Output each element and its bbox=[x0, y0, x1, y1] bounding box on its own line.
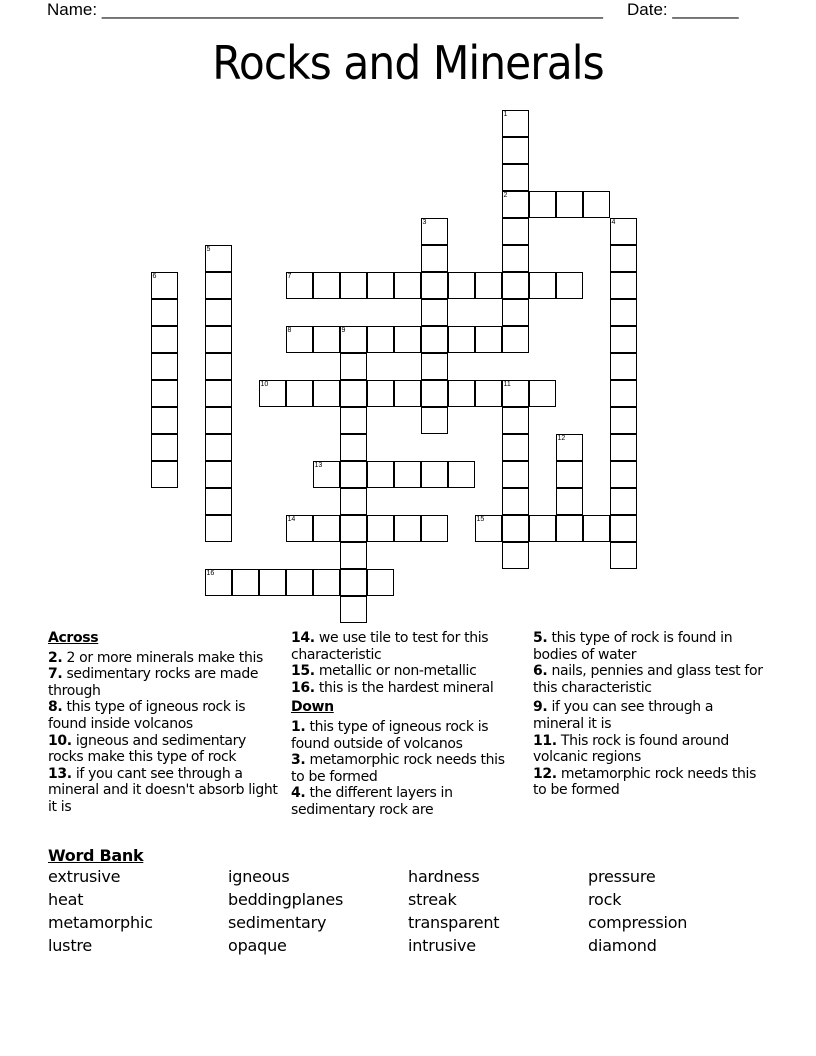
grid-cell[interactable] bbox=[502, 407, 529, 434]
word-bank-title: Word Bank bbox=[48, 846, 144, 865]
word-bank-item: extrusive bbox=[48, 867, 121, 886]
grid-cell[interactable] bbox=[610, 515, 637, 542]
clue-number: 15 bbox=[476, 515, 485, 523]
grid-cell[interactable] bbox=[610, 380, 637, 407]
grid-cell[interactable] bbox=[286, 515, 313, 542]
clues-column-3 bbox=[533, 630, 763, 799]
grid-cell[interactable] bbox=[421, 461, 448, 488]
clue-text: if you can see through a mineral it is bbox=[533, 699, 714, 732]
word-bank-item: pressure bbox=[588, 867, 656, 886]
grid-cell[interactable] bbox=[610, 434, 637, 461]
grid-cell[interactable] bbox=[556, 191, 583, 218]
clue-text: nails, pennies and glass test for this characteristic bbox=[533, 663, 763, 696]
clue-number: 14 bbox=[287, 515, 296, 523]
grid-cell[interactable] bbox=[340, 542, 367, 569]
clue-text: 2 or more minerals make this bbox=[66, 649, 263, 666]
clue-number: 1. bbox=[291, 718, 306, 735]
date-label: Date: bbox=[627, 0, 668, 19]
grid-cell[interactable] bbox=[502, 299, 529, 326]
grid-cell[interactable] bbox=[502, 380, 529, 407]
clue-text: if you cant see through a mineral and it doesn't absorb light it is bbox=[48, 765, 278, 815]
grid-cell[interactable] bbox=[286, 569, 313, 596]
clue-number: 4. bbox=[291, 785, 306, 802]
word-bank-item: igneous bbox=[228, 867, 290, 886]
grid-cell[interactable] bbox=[151, 407, 178, 434]
grid-cell[interactable] bbox=[610, 326, 637, 353]
grid-cell[interactable] bbox=[502, 272, 529, 299]
clue-number: 6. bbox=[533, 663, 548, 680]
word-bank-item: streak bbox=[408, 890, 457, 909]
grid-cell[interactable] bbox=[340, 407, 367, 434]
grid-cell[interactable] bbox=[313, 461, 340, 488]
grid-cell[interactable] bbox=[205, 299, 232, 326]
clue-number: 6 bbox=[152, 272, 157, 280]
clues-column-2 bbox=[291, 630, 521, 819]
grid-cell[interactable] bbox=[610, 218, 637, 245]
grid-cell[interactable] bbox=[340, 461, 367, 488]
grid-cell[interactable] bbox=[421, 218, 448, 245]
grid-cell[interactable] bbox=[151, 434, 178, 461]
word-bank-item: compression bbox=[588, 913, 688, 932]
grid-cell[interactable] bbox=[286, 272, 313, 299]
clues-column-1 bbox=[48, 630, 278, 816]
grid-cell[interactable] bbox=[610, 245, 637, 272]
grid-cell[interactable] bbox=[448, 326, 475, 353]
word-bank-item: sedimentary bbox=[228, 913, 327, 932]
clue-number: 16 bbox=[206, 569, 215, 577]
grid-cell[interactable] bbox=[367, 569, 394, 596]
clue-text: igneous and sedimentary rocks make this type of rock bbox=[48, 732, 246, 766]
grid-cell[interactable] bbox=[286, 380, 313, 407]
grid-cell[interactable] bbox=[313, 515, 340, 542]
grid-cell[interactable] bbox=[556, 272, 583, 299]
across-clue bbox=[48, 733, 278, 766]
grid-cell[interactable] bbox=[205, 488, 232, 515]
grid-cell[interactable] bbox=[340, 353, 367, 380]
grid-cell[interactable] bbox=[556, 515, 583, 542]
clue-text: this type of rock is found in bodies of water bbox=[533, 630, 733, 663]
grid-cell[interactable] bbox=[421, 272, 448, 299]
grid-cell[interactable] bbox=[556, 488, 583, 515]
grid-cell[interactable] bbox=[205, 569, 232, 596]
grid-cell[interactable] bbox=[502, 245, 529, 272]
grid-cell[interactable] bbox=[367, 326, 394, 353]
word-bank-item: rock bbox=[588, 890, 622, 909]
clue-number: 5 bbox=[206, 245, 211, 253]
grid-cell[interactable] bbox=[475, 326, 502, 353]
word-bank-item: heat bbox=[48, 890, 84, 909]
clue-text: this type of igneous rock is found outside of volcanos bbox=[291, 718, 489, 752]
grid-cell[interactable] bbox=[610, 461, 637, 488]
grid-cell[interactable] bbox=[259, 569, 286, 596]
grid-cell[interactable] bbox=[313, 380, 340, 407]
grid-cell[interactable] bbox=[448, 380, 475, 407]
grid-cell[interactable] bbox=[502, 515, 529, 542]
clue-number: 2. bbox=[48, 649, 63, 666]
clue-number: 15. bbox=[291, 663, 315, 680]
grid-cell[interactable] bbox=[340, 272, 367, 299]
down-clue bbox=[533, 630, 763, 663]
grid-cell[interactable] bbox=[205, 353, 232, 380]
down-clue bbox=[291, 752, 521, 785]
across-clue bbox=[291, 680, 521, 697]
word-bank-item: diamond bbox=[588, 936, 657, 955]
grid-cell[interactable] bbox=[151, 326, 178, 353]
grid-cell[interactable] bbox=[205, 245, 232, 272]
grid-cell[interactable] bbox=[610, 542, 637, 569]
clue-text: metamorphic rock needs this to be formed bbox=[533, 765, 757, 799]
down-clue bbox=[533, 663, 763, 696]
word-bank-item: metamorphic bbox=[48, 913, 153, 932]
grid-cell[interactable] bbox=[475, 380, 502, 407]
grid-cell[interactable] bbox=[421, 515, 448, 542]
name-label: Name: bbox=[47, 0, 98, 19]
grid-cell[interactable] bbox=[340, 488, 367, 515]
clue-number: 11 bbox=[503, 380, 511, 388]
grid-cell[interactable] bbox=[610, 407, 637, 434]
grid-cell[interactable] bbox=[313, 272, 340, 299]
across-clue bbox=[48, 766, 278, 816]
grid-cell[interactable] bbox=[502, 542, 529, 569]
across-clue bbox=[291, 663, 521, 680]
grid-cell[interactable] bbox=[610, 488, 637, 515]
clue-number: 13. bbox=[48, 765, 72, 782]
grid-cell[interactable] bbox=[340, 569, 367, 596]
clue-number: 7. bbox=[48, 666, 63, 683]
grid-cell[interactable] bbox=[502, 110, 529, 137]
grid-cell[interactable] bbox=[610, 353, 637, 380]
across-clue bbox=[48, 699, 278, 732]
grid-cell[interactable] bbox=[502, 461, 529, 488]
clue-number: 11. bbox=[533, 732, 557, 749]
clue-text: sedimentary rocks are made through bbox=[48, 666, 259, 699]
grid-cell[interactable] bbox=[583, 515, 610, 542]
word-bank-item: intrusive bbox=[408, 936, 476, 955]
grid-cell[interactable] bbox=[610, 272, 637, 299]
down-heading: Down bbox=[291, 699, 334, 716]
grid-cell[interactable] bbox=[448, 272, 475, 299]
grid-cell[interactable] bbox=[286, 326, 313, 353]
clue-text: metamorphic rock needs this to be formed bbox=[291, 752, 505, 785]
grid-cell[interactable] bbox=[340, 515, 367, 542]
clue-number: 3. bbox=[291, 752, 306, 769]
date-field[interactable] bbox=[627, 0, 739, 20]
grid-cell[interactable] bbox=[259, 380, 286, 407]
grid-cell[interactable] bbox=[205, 272, 232, 299]
grid-cell[interactable] bbox=[394, 326, 421, 353]
grid-cell[interactable] bbox=[502, 488, 529, 515]
grid-cell[interactable] bbox=[367, 272, 394, 299]
grid-cell[interactable] bbox=[556, 434, 583, 461]
clue-text: metallic or non-metallic bbox=[318, 663, 477, 680]
clue-number: 8 bbox=[287, 326, 292, 334]
word-bank-item: beddingplanes bbox=[228, 890, 344, 909]
across-clue bbox=[48, 666, 278, 699]
grid-cell[interactable] bbox=[151, 299, 178, 326]
down-clue bbox=[533, 733, 763, 766]
clue-text: we use tile to test for this characteristic bbox=[291, 630, 489, 663]
grid-cell[interactable] bbox=[151, 272, 178, 299]
grid-cell[interactable] bbox=[610, 299, 637, 326]
clue-number: 16. bbox=[291, 679, 315, 696]
clue-number: 10 bbox=[260, 380, 269, 388]
clue-number: 12 bbox=[557, 434, 566, 442]
grid-cell[interactable] bbox=[421, 353, 448, 380]
grid-cell[interactable] bbox=[205, 380, 232, 407]
grid-cell[interactable] bbox=[583, 191, 610, 218]
clue-number: 4 bbox=[611, 218, 616, 226]
down-clue bbox=[291, 785, 521, 818]
grid-cell[interactable] bbox=[340, 596, 367, 623]
grid-cell[interactable] bbox=[502, 326, 529, 353]
word-bank-item: lustre bbox=[48, 936, 93, 955]
clue-number: 7 bbox=[287, 272, 292, 280]
clue-number: 14. bbox=[291, 630, 315, 646]
across-clue bbox=[48, 650, 278, 667]
grid-cell[interactable] bbox=[367, 380, 394, 407]
grid-cell[interactable] bbox=[367, 515, 394, 542]
grid-cell[interactable] bbox=[367, 461, 394, 488]
clue-number: 12. bbox=[533, 765, 557, 782]
clue-number: 1 bbox=[503, 110, 508, 118]
across-heading: Across bbox=[48, 630, 99, 646]
clue-number: 13 bbox=[314, 461, 323, 469]
grid-cell[interactable] bbox=[421, 407, 448, 434]
grid-cell[interactable] bbox=[502, 164, 529, 191]
grid-cell[interactable] bbox=[502, 434, 529, 461]
grid-cell[interactable] bbox=[502, 137, 529, 164]
down-clue bbox=[291, 719, 521, 752]
grid-cell[interactable] bbox=[421, 326, 448, 353]
grid-cell[interactable] bbox=[313, 569, 340, 596]
clue-number: 3 bbox=[422, 218, 427, 226]
down-clue bbox=[533, 699, 763, 732]
grid-cell[interactable] bbox=[394, 272, 421, 299]
grid-cell[interactable] bbox=[340, 326, 367, 353]
grid-cell[interactable] bbox=[340, 380, 367, 407]
clue-text: the different layers in sedimentary rock are bbox=[291, 785, 453, 818]
clue-number: 5. bbox=[533, 630, 548, 646]
grid-cell[interactable] bbox=[421, 299, 448, 326]
clue-text: this is the hardest mineral bbox=[318, 679, 494, 696]
grid-cell[interactable] bbox=[394, 380, 421, 407]
clue-number: 8. bbox=[48, 699, 63, 716]
grid-cell[interactable] bbox=[232, 569, 259, 596]
grid-cell[interactable] bbox=[529, 272, 556, 299]
clue-text: this type of igneous rock is found inside volcanos bbox=[48, 699, 246, 732]
grid-cell[interactable] bbox=[421, 380, 448, 407]
grid-cell[interactable] bbox=[205, 326, 232, 353]
grid-cell[interactable] bbox=[475, 272, 502, 299]
clue-number: 9 bbox=[341, 326, 346, 334]
grid-cell[interactable] bbox=[205, 407, 232, 434]
name-field[interactable] bbox=[47, 0, 603, 20]
name-line: _____________________________________________________ bbox=[101, 0, 603, 19]
down-clue bbox=[533, 766, 763, 799]
grid-cell[interactable] bbox=[421, 245, 448, 272]
grid-cell[interactable] bbox=[205, 434, 232, 461]
grid-cell[interactable] bbox=[529, 191, 556, 218]
grid-cell[interactable] bbox=[313, 326, 340, 353]
word-bank-item: transparent bbox=[408, 913, 500, 932]
word-bank-item: opaque bbox=[228, 936, 287, 955]
word-bank-item: hardness bbox=[408, 867, 480, 886]
grid-cell[interactable] bbox=[205, 515, 232, 542]
grid-cell[interactable] bbox=[151, 380, 178, 407]
grid-cell[interactable] bbox=[556, 461, 583, 488]
grid-cell[interactable] bbox=[394, 515, 421, 542]
page-title: Rocks and Minerals bbox=[212, 36, 604, 90]
across-clue bbox=[291, 630, 521, 663]
clue-number: 10. bbox=[48, 732, 72, 749]
clue-number: 9. bbox=[533, 699, 548, 716]
grid-cell[interactable] bbox=[529, 515, 556, 542]
grid-cell[interactable] bbox=[340, 434, 367, 461]
grid-cell[interactable] bbox=[502, 191, 529, 218]
grid-cell[interactable] bbox=[529, 380, 556, 407]
grid-cell[interactable] bbox=[448, 461, 475, 488]
date-line: _______ bbox=[672, 0, 739, 19]
grid-cell[interactable] bbox=[151, 353, 178, 380]
grid-cell[interactable] bbox=[502, 218, 529, 245]
grid-cell[interactable] bbox=[475, 515, 502, 542]
grid-cell[interactable] bbox=[151, 461, 178, 488]
grid-cell[interactable] bbox=[205, 461, 232, 488]
grid-cell[interactable] bbox=[394, 461, 421, 488]
clue-text: This rock is found around volcanic regions bbox=[533, 732, 729, 766]
clue-number: 2 bbox=[503, 191, 508, 199]
